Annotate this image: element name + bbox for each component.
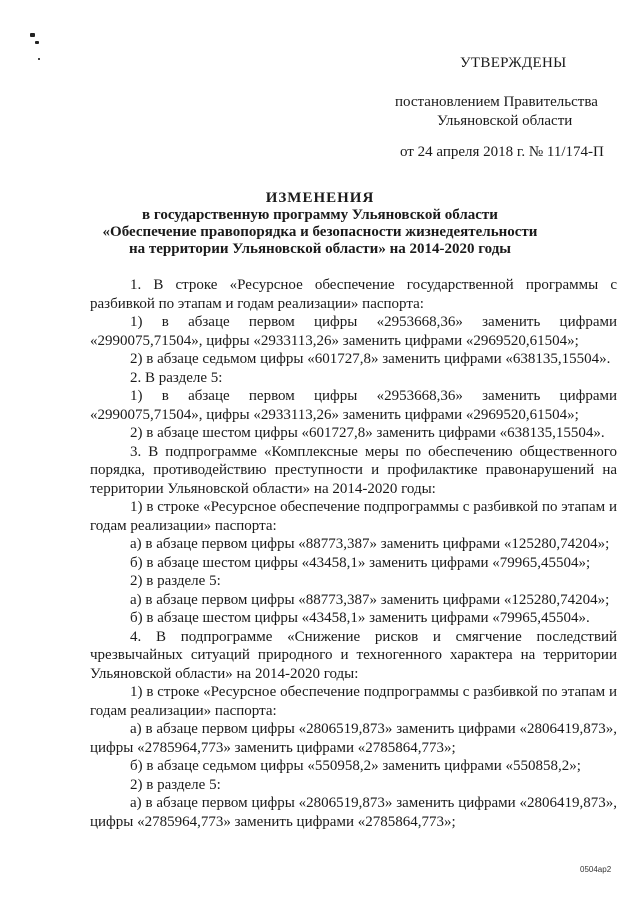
scan-speck	[35, 41, 39, 44]
paragraph: 2) в разделе 5:	[130, 573, 221, 589]
paragraph: 1. В строке «Ресурсное обеспечение государственной программы с разбивкой по этапам и годам реализации» паспорта:	[90, 277, 617, 312]
paragraph: 2) в разделе 5:	[130, 776, 221, 793]
document-heading	[90, 190, 550, 258]
paragraph: 2) в абзаце шестом цифры «601727,8» заменить цифрами «638135,15504».	[130, 425, 605, 441]
approval-title: УТВЕРЖДЕНЫ	[460, 55, 567, 71]
document-body	[90, 276, 617, 831]
paragraph: а) в абзаце первом цифры «2806519,873» заменить цифрами «2806419,873», цифры «2785964,773» заменить цифрами «2785864,773»;	[90, 721, 617, 756]
paragraph: 1) в абзаце первом цифры «2953668,36» заменить цифрами «2990075,71504», цифры «2933113,26» заменить цифрами «2969520,61504»;	[90, 388, 617, 423]
scan-speck	[30, 33, 35, 37]
paragraph: 3. В подпрограмме «Комплексные меры по обеспечению общественного порядка, противодействию преступности и профилактике правонарушений на территории Ульяновской области» на 2014-2020 годы:	[90, 443, 617, 497]
paragraph: 1) в строке «Ресурсное обеспечение подпрограммы с разбивкой по этапам и годам реализации» паспорта:	[90, 499, 617, 534]
heading-line: на территории Ульяновской области» на 2014-2020 годы	[128, 241, 512, 257]
approval-line: постановлением Правительства	[395, 94, 598, 110]
paragraph: б) в абзаце седьмом цифры «550958,2» заменить цифрами «550858,2»;	[130, 758, 581, 774]
paragraph: б) в абзаце шестом цифры «43458,1» заменить цифрами «79965,45504»;	[130, 554, 591, 571]
approval-date-line: от 24 апреля 2018 г. № 11/174-П	[400, 144, 604, 160]
page-stamp: 0504ap2	[580, 865, 612, 874]
paragraph: 4. В подпрограмме «Снижение рисков и смягчение последствий чрезвычайных ситуаций природного и техногенного характера на территории Ульяновской области» на 2014-2020 годы:	[90, 628, 617, 682]
paragraph: 2) в абзаце седьмом цифры «601727,8» заменить цифрами «638135,15504».	[130, 351, 611, 367]
paragraph: а) в абзаце первом цифры «88773,387» заменить цифрами «125280,74204»;	[130, 536, 610, 552]
approval-line: Ульяновской области	[437, 113, 573, 129]
heading-title: ИЗМЕНЕНИЯ	[265, 190, 375, 206]
heading-line: в государственную программу Ульяновской области	[142, 207, 498, 223]
paragraph: 1) в строке «Ресурсное обеспечение подпрограммы с разбивкой по этапам и годам реализации» паспорта:	[90, 684, 617, 719]
paragraph: а) в абзаце первом цифры «2806519,873» заменить цифрами «2806419,873», цифры «2785964,773» заменить цифрами «2785864,773»;	[90, 795, 617, 830]
paragraph: б) в абзаце шестом цифры «43458,1» заменить цифрами «79965,45504».	[130, 610, 590, 626]
paragraph: 1) в абзаце первом цифры «2953668,36» заменить цифрами «2990075,71504», цифры «2933113,26» заменить цифрами «2969520,61504»;	[90, 314, 617, 349]
paragraph: 2. В разделе 5:	[130, 369, 223, 386]
paragraph: а) в абзаце первом цифры «88773,387» заменить цифрами «125280,74204»;	[130, 591, 610, 608]
heading-line: «Обеспечение правопорядка и безопасности жизнедеятельности	[102, 224, 538, 240]
scan-speck	[38, 58, 40, 60]
